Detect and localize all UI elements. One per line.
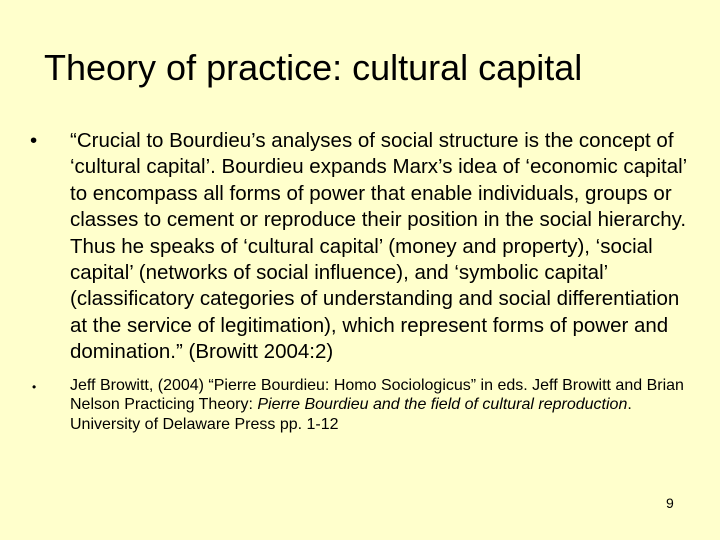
- page-number: 9: [666, 495, 674, 511]
- bullet-item-reference: [30, 376, 690, 435]
- bullet-item-quote: [30, 128, 690, 366]
- reference-text-after: . University of Delaware Press pp. 1-12: [70, 396, 632, 433]
- bullet-marker: •: [30, 129, 38, 152]
- quote-text: “Crucial to Bourdieu’s analyses of social structure is the concept of ‘cultural capital’. Bourdieu expands Marx’s idea of ‘economic capital’ to encompass all forms of power that enable individuals, groups or classes to cement or reproduce their position in the social hierarchy. Thus he speaks of ‘cultural capital’ (money and property), ‘social capital’ (networks of social influence), and ‘symbolic capital’ (classificatory categories of understanding and social differentiation at the service of legitimation), which represent forms of power and domination.” (Browitt 2004:2): [70, 129, 687, 364]
- reference-title-italic: Pierre Bourdieu and the field of cultural reproduction: [257, 396, 628, 414]
- reference-text-before: Jeff Browitt, (2004) “Pierre Bourdieu: Homo Sociologicus” in eds. Jeff Browitt and Brian Nelson Practicing Theory:: [70, 376, 684, 414]
- bullet-list: [30, 128, 690, 434]
- slide-title: Theory of practice: cultural capital: [44, 47, 583, 88]
- bullet-marker: •: [32, 379, 37, 394]
